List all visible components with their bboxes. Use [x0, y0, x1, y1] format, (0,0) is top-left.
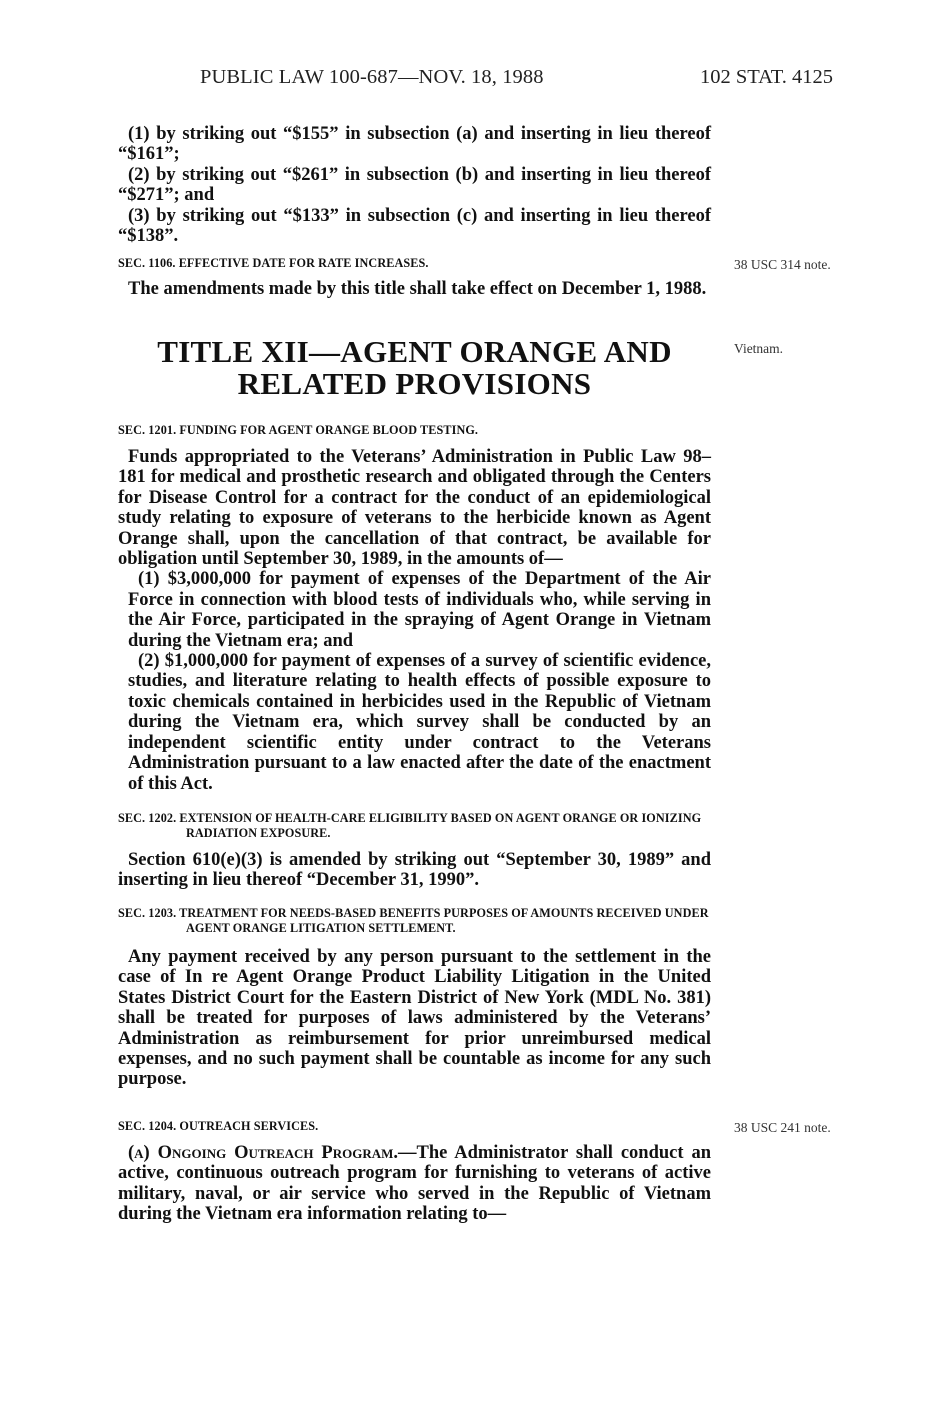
margin-note-vietnam: Vietnam.: [734, 341, 784, 356]
amendment-items: [118, 124, 711, 246]
section-1201: [118, 423, 711, 794]
section-1204-text: —The Administrator shall conduct an active, continuous outreach program for furnishing to veterans of active military, naval, or air service who served in the Republic of Vietnam during the Vietnam era information relating to—: [118, 1143, 711, 1225]
title-line-2: RELATED PROVISIONS: [237, 366, 592, 401]
section-1203: [118, 906, 711, 1090]
section-1106: [118, 256, 711, 299]
section-1203-text: Any payment received by any person pursuant to the settlement in the case of In re Agent Orange Product Liability Litigation in the United States District Court for the Eastern District of New York (MDL No. 381) shall be treated for purposes of laws administered by the Veterans’ Administration as reimbursement for prior unreimbursed medical expenses, and no such payment shall be countable as income for any such purpose.: [118, 947, 711, 1090]
margin-note-1106: 38 USC 314 note.: [734, 257, 831, 272]
section-1106-heading: SEC. 1106. EFFECTIVE DATE FOR RATE INCREASES.: [118, 256, 429, 270]
running-header-left: PUBLIC LAW 100-687—NOV. 18, 1988: [200, 66, 544, 88]
section-1202-text: Section 610(e)(3) is amended by striking out “September 30, 1989” and inserting in lieu thereof “December 31, 1990”.: [118, 850, 711, 891]
section-1204-paragraph: [118, 1143, 711, 1225]
running-header-right: 102 STAT. 4125: [700, 66, 833, 88]
section-1201-heading: SEC. 1201. FUNDING FOR AGENT ORANGE BLOOD TESTING.: [118, 423, 479, 437]
title-line-1: TITLE XII—AGENT ORANGE AND: [157, 334, 672, 369]
section-1202: [118, 811, 711, 891]
section-1201-text: Funds appropriated to the Veterans’ Administration in Public Law 98–181 for medical and prosthetic research and obligated through the Centers for Disease Control for a contract for the conduct of an epidemiological study relating to exposure of veterans to the herbicide known as Agent Orange shall, upon the cancellation of that contract, be available for obligation until September 30, 1989, in the amounts of—: [118, 447, 711, 570]
section-1203-heading: SEC. 1203. TREATMENT FOR NEEDS-BASED BENEFITS PURPOSES OF AMOUNTS RECEIVED UNDER AGENT ORANGE LITIGATION SETTLEMENT.: [118, 906, 709, 935]
amendment-item-2: (2) by striking out “$261” in subsection (b) and inserting in lieu thereof “$271”; and: [118, 164, 711, 206]
section-1204-heading: SEC. 1204. OUTREACH SERVICES.: [118, 1119, 319, 1133]
title-heading: [118, 336, 711, 400]
amendment-item-1: (1) by striking out “$155” in subsection (a) and inserting in lieu thereof “$161”;: [118, 124, 711, 165]
margin-note-1204: 38 USC 241 note.: [734, 1120, 831, 1135]
section-1201-item-2: (2) $1,000,000 for payment of expenses of a survey of scientific evidence, studies, and literature relating to health effects of possible exposure to toxic chemicals contained in herbicides used in the Republic of Vietnam during the Vietnam era, which survey shall be conducted by an independent scientific entity under contract to the Veterans Administration pursuant to a law enacted after the date of the enactment of this Act.: [128, 651, 711, 794]
amendment-item-3: (3) by striking out “$133” in subsection (c) and inserting in lieu thereof “$138”.: [118, 205, 711, 247]
section-1204-subheading: (a) Ongoing Outreach Program.: [128, 1143, 399, 1163]
section-1202-heading: SEC. 1202. EXTENSION OF HEALTH-CARE ELIGIBILITY BASED ON AGENT ORANGE OR IONIZING RADIATION EXPOSURE.: [118, 811, 702, 840]
section-1201-item-1: (1) $3,000,000 for payment of expenses of the Department of the Air Force in connection with blood tests of individuals who, while serving in the Air Force, participated in the spraying of Agent Orange in Vietnam during the Vietnam era; and: [128, 569, 711, 651]
section-1204: [118, 1119, 711, 1225]
section-1106-text: The amendments made by this title shall take effect on December 1, 1988.: [128, 279, 707, 299]
